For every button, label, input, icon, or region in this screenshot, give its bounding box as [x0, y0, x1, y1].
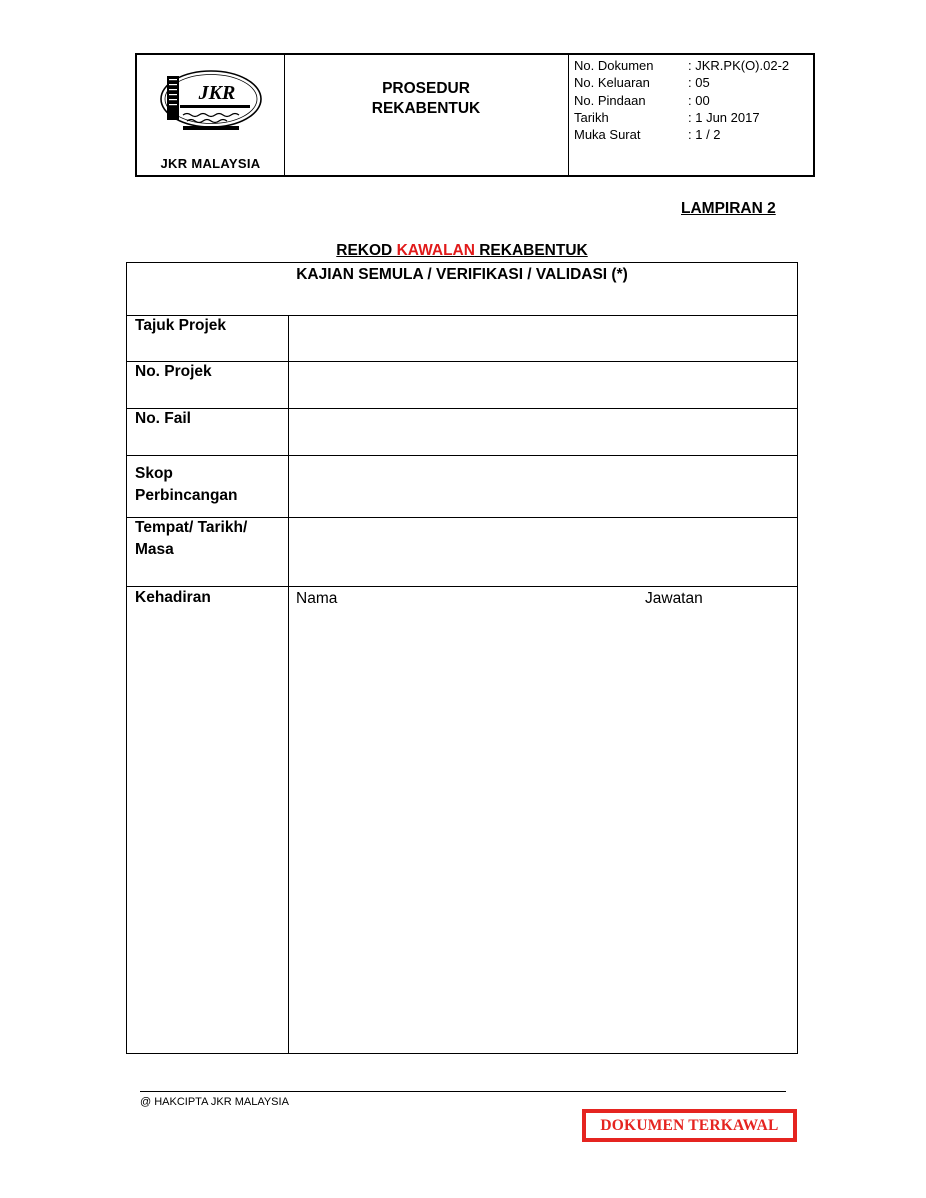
document-header [135, 53, 815, 177]
svg-text:JKR: JKR [198, 82, 236, 104]
meta-row [574, 92, 789, 109]
meta-key: Tarikh [574, 109, 609, 125]
label-line: Tempat/ Tarikh/ [135, 519, 248, 536]
footer-divider [140, 1091, 786, 1092]
title-line: REKABENTUK [371, 100, 481, 117]
meta-value: : 05 [688, 75, 710, 91]
meta-row [574, 126, 789, 143]
meta-row [574, 57, 789, 74]
row-divider [127, 408, 797, 409]
meta-value: : 1 Jun 2017 [688, 109, 760, 125]
label-line: Skop [135, 465, 173, 482]
form-table [126, 262, 798, 1054]
meta-key: No. Pindaan [574, 92, 646, 108]
jkr-logo-icon [157, 65, 265, 137]
row-divider [127, 586, 797, 587]
appendix-label: LAMPIRAN 2 [681, 200, 776, 217]
header-divider [568, 55, 569, 175]
controlled-document-stamp [582, 1109, 797, 1142]
row-divider [127, 455, 797, 456]
field-label-tempat-tarikh-masa [135, 517, 247, 561]
meta-key: No. Dokumen [574, 58, 654, 73]
field-label-skop [135, 463, 238, 507]
stamp-label: DOKUMEN TERKAWAL [586, 1113, 793, 1138]
field-label-kehadiran: Kehadiran [135, 589, 211, 606]
record-title-part: REKOD [336, 242, 397, 259]
meta-row [574, 109, 789, 126]
row-divider [127, 315, 797, 316]
procedure-title [284, 79, 568, 119]
meta-value: : 00 [688, 92, 710, 108]
label-line: Masa [135, 541, 174, 558]
column-divider [288, 315, 289, 1053]
record-title-highlight: KAWALAN [396, 242, 475, 259]
field-label-no-fail: No. Fail [135, 410, 191, 427]
meta-key: No. Keluaran [574, 75, 650, 91]
table-heading: KAJIAN SEMULA / VERIFIKASI / VALIDASI (*) [296, 266, 628, 283]
document-meta [574, 57, 789, 143]
row-divider [127, 361, 797, 362]
title-line: PROSEDUR [382, 80, 470, 97]
column-header-jawatan: Jawatan [645, 590, 703, 607]
meta-value: : JKR.PK(O).02-2 [688, 58, 790, 73]
meta-value: : 1 / 2 [688, 127, 721, 143]
meta-key: Muka Surat [574, 127, 641, 143]
field-label-no-projek: No. Projek [135, 363, 212, 380]
record-title-part: REKABENTUK [474, 242, 588, 259]
organization-name: JKR MALAYSIA [160, 156, 261, 171]
label-line: Perbincangan [135, 487, 238, 504]
column-header-nama: Nama [296, 590, 338, 607]
meta-row [574, 74, 789, 91]
copyright-text: @ HAKCIPTA JKR MALAYSIA [140, 1096, 289, 1108]
record-title [126, 242, 798, 260]
field-label-tajuk-projek: Tajuk Projek [135, 317, 227, 334]
